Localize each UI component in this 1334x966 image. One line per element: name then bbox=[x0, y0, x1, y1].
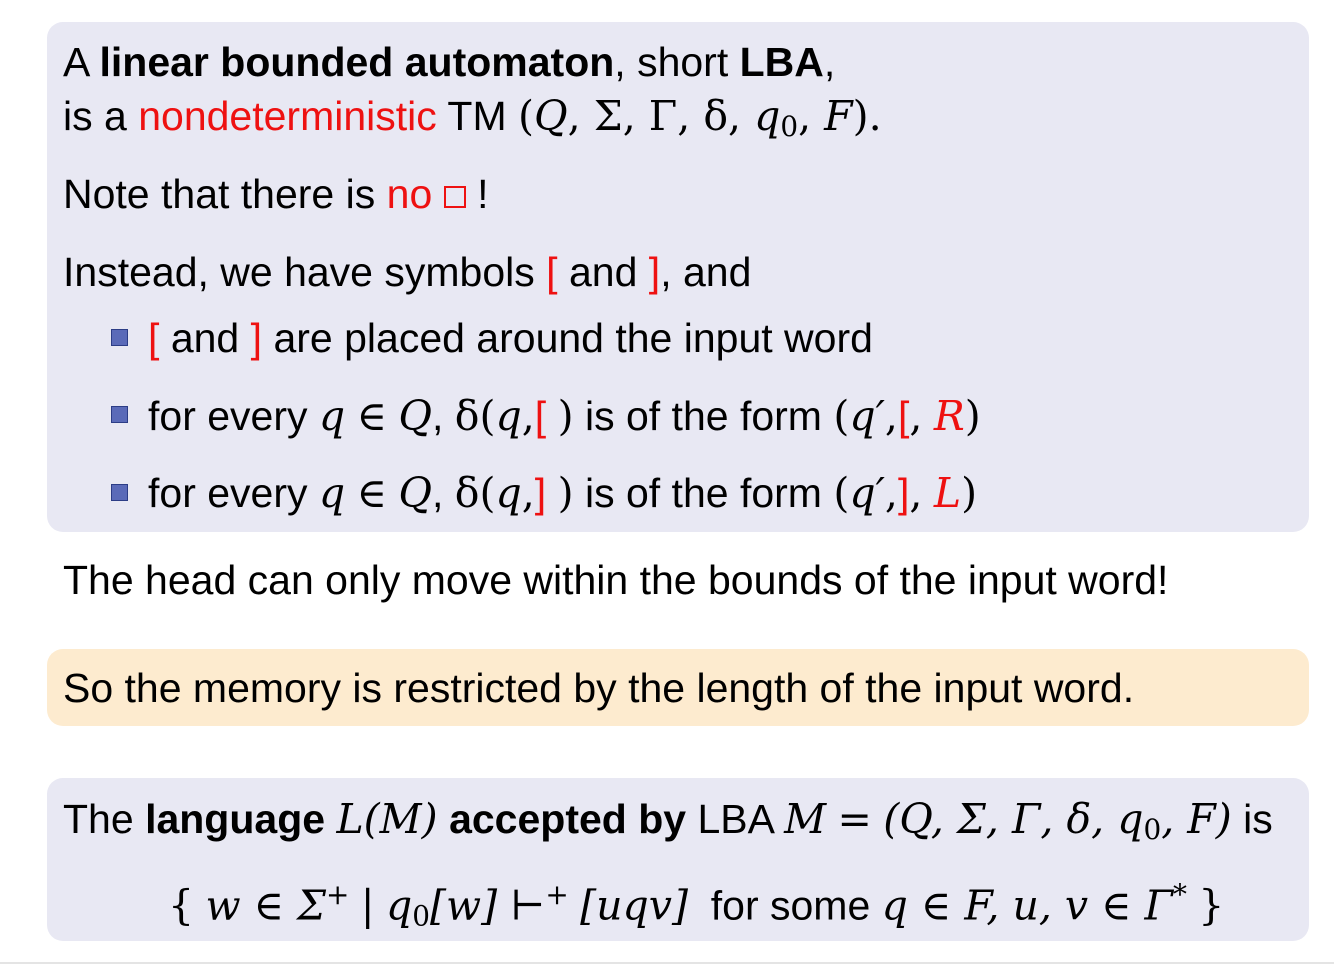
math-delta: δ bbox=[454, 392, 480, 440]
text: for some bbox=[710, 882, 871, 929]
definition-line-2 bbox=[63, 92, 882, 151]
math-delta: δ bbox=[703, 92, 729, 140]
math-sup: + bbox=[326, 878, 350, 911]
bullet-square-icon bbox=[111, 329, 128, 346]
math: ) bbox=[961, 469, 978, 517]
text: ! bbox=[477, 171, 489, 217]
math-gamma: Γ bbox=[648, 92, 678, 140]
math-brace: } bbox=[1198, 881, 1225, 930]
text: TM bbox=[447, 93, 507, 139]
text: for every bbox=[148, 470, 308, 516]
math-delta: δ bbox=[454, 469, 480, 517]
right-bracket-symbol: ] bbox=[897, 470, 910, 516]
math: , bbox=[677, 92, 704, 140]
bottom-divider bbox=[0, 962, 1334, 964]
text: Note that there is bbox=[63, 171, 376, 217]
direction-left: L bbox=[933, 469, 962, 517]
math: ( bbox=[479, 392, 496, 440]
math-q: q bbox=[754, 92, 781, 140]
math-sigma: Σ bbox=[593, 92, 623, 140]
math: , bbox=[909, 469, 923, 517]
memory-note: So the memory is restricted by the length of the input word. bbox=[63, 665, 1135, 711]
math-sub: 0 bbox=[412, 899, 430, 933]
math: , bbox=[567, 92, 594, 140]
text: is a bbox=[63, 93, 127, 139]
left-bracket-symbol: [ bbox=[897, 393, 910, 439]
text: for every bbox=[148, 393, 308, 439]
text: , and bbox=[660, 249, 752, 295]
math: , bbox=[728, 92, 755, 140]
math-q: q bbox=[318, 392, 346, 440]
math: ( bbox=[518, 92, 535, 140]
math-sup: * bbox=[1172, 878, 1187, 911]
math-F: F bbox=[824, 92, 853, 140]
text: , bbox=[431, 470, 444, 516]
math: ( bbox=[833, 392, 850, 440]
math-in: ∈ bbox=[356, 469, 387, 517]
term-language: language bbox=[145, 796, 326, 842]
math: ) bbox=[557, 469, 574, 517]
text: and bbox=[568, 249, 638, 295]
math-condition: q ∈ F, u, v ∈ Γ bbox=[881, 881, 1173, 930]
math: , bbox=[884, 392, 898, 440]
math-q: q bbox=[318, 469, 346, 517]
term-lba: linear bounded automaton bbox=[99, 39, 615, 85]
math: , bbox=[521, 469, 535, 517]
text: is bbox=[1243, 796, 1273, 842]
math-q: q bbox=[495, 469, 522, 517]
instead-line bbox=[63, 248, 751, 296]
text: LBA bbox=[697, 796, 773, 842]
right-bracket-symbol: ] bbox=[250, 315, 263, 361]
text: , bbox=[431, 393, 444, 439]
math: , bbox=[521, 392, 535, 440]
math-tuple: , F) bbox=[1161, 795, 1232, 843]
right-bracket-symbol: ] bbox=[534, 470, 547, 516]
no-word: no bbox=[386, 171, 433, 217]
note-line bbox=[63, 170, 488, 218]
definition-line-1 bbox=[63, 38, 835, 86]
math: ( bbox=[833, 469, 850, 517]
math-brace: { bbox=[168, 881, 195, 930]
bullet-item-3 bbox=[148, 469, 977, 517]
text: is of the form bbox=[584, 470, 822, 516]
math: ( bbox=[479, 469, 496, 517]
abbr-lba: LBA bbox=[739, 39, 824, 85]
text: is of the form bbox=[584, 393, 822, 439]
math-Q: Q bbox=[398, 469, 432, 517]
math: , bbox=[909, 392, 923, 440]
bullet-item-2 bbox=[148, 392, 981, 440]
math-config: [uqv] bbox=[580, 881, 688, 930]
text: , bbox=[823, 39, 836, 85]
text: A bbox=[63, 39, 89, 85]
math: , bbox=[798, 92, 825, 140]
math: , bbox=[622, 92, 649, 140]
term-accepted-by: accepted by bbox=[449, 796, 687, 842]
math-w-in-sigma: w ∈ Σ bbox=[205, 881, 326, 930]
blank-symbol-icon bbox=[444, 186, 466, 208]
left-bracket-symbol: [ bbox=[148, 315, 160, 361]
math-in: ∈ bbox=[356, 392, 387, 440]
math-sup: + bbox=[545, 878, 569, 911]
math-Q: Q bbox=[398, 392, 432, 440]
bullet-square-icon bbox=[111, 484, 128, 501]
math-equals: = bbox=[837, 795, 872, 843]
head-note: The head can only move within the bounds of the input word! bbox=[63, 557, 1169, 603]
math: ) bbox=[557, 392, 574, 440]
math-q: q bbox=[495, 392, 522, 440]
math-q: q bbox=[386, 881, 413, 930]
math-M: M bbox=[784, 795, 827, 843]
math: ) bbox=[964, 392, 981, 440]
left-bracket-symbol: [ bbox=[534, 393, 547, 439]
direction-right: R bbox=[933, 392, 965, 440]
math-bar: | bbox=[360, 881, 375, 930]
math-q-prime: q′ bbox=[849, 392, 885, 440]
bullet-square-icon bbox=[111, 406, 128, 423]
right-bracket-symbol: ] bbox=[648, 249, 661, 295]
math-tuple: (Q, Σ, Γ, δ, q bbox=[883, 795, 1144, 843]
math-q-prime: q′ bbox=[849, 469, 885, 517]
math-L-of-M: L(M) bbox=[336, 795, 438, 843]
math: ). bbox=[852, 92, 882, 140]
nondeterministic-word: nondeterministic bbox=[138, 93, 437, 139]
text: Instead, we have symbols bbox=[63, 249, 535, 295]
bullet-item-1 bbox=[148, 314, 873, 362]
text: The bbox=[63, 796, 134, 842]
language-set-line bbox=[168, 871, 1224, 940]
math-sub: 0 bbox=[1143, 813, 1162, 847]
left-bracket-symbol: [ bbox=[546, 249, 558, 295]
math: , bbox=[884, 469, 898, 517]
math-sub: 0 bbox=[780, 110, 799, 144]
math-config: [w] ⊢ bbox=[430, 881, 546, 930]
text: are placed around the input word bbox=[273, 315, 873, 361]
text: and bbox=[170, 315, 240, 361]
language-definition-line bbox=[63, 795, 1273, 854]
text: , short bbox=[614, 39, 729, 85]
math-Q: Q bbox=[534, 92, 568, 140]
